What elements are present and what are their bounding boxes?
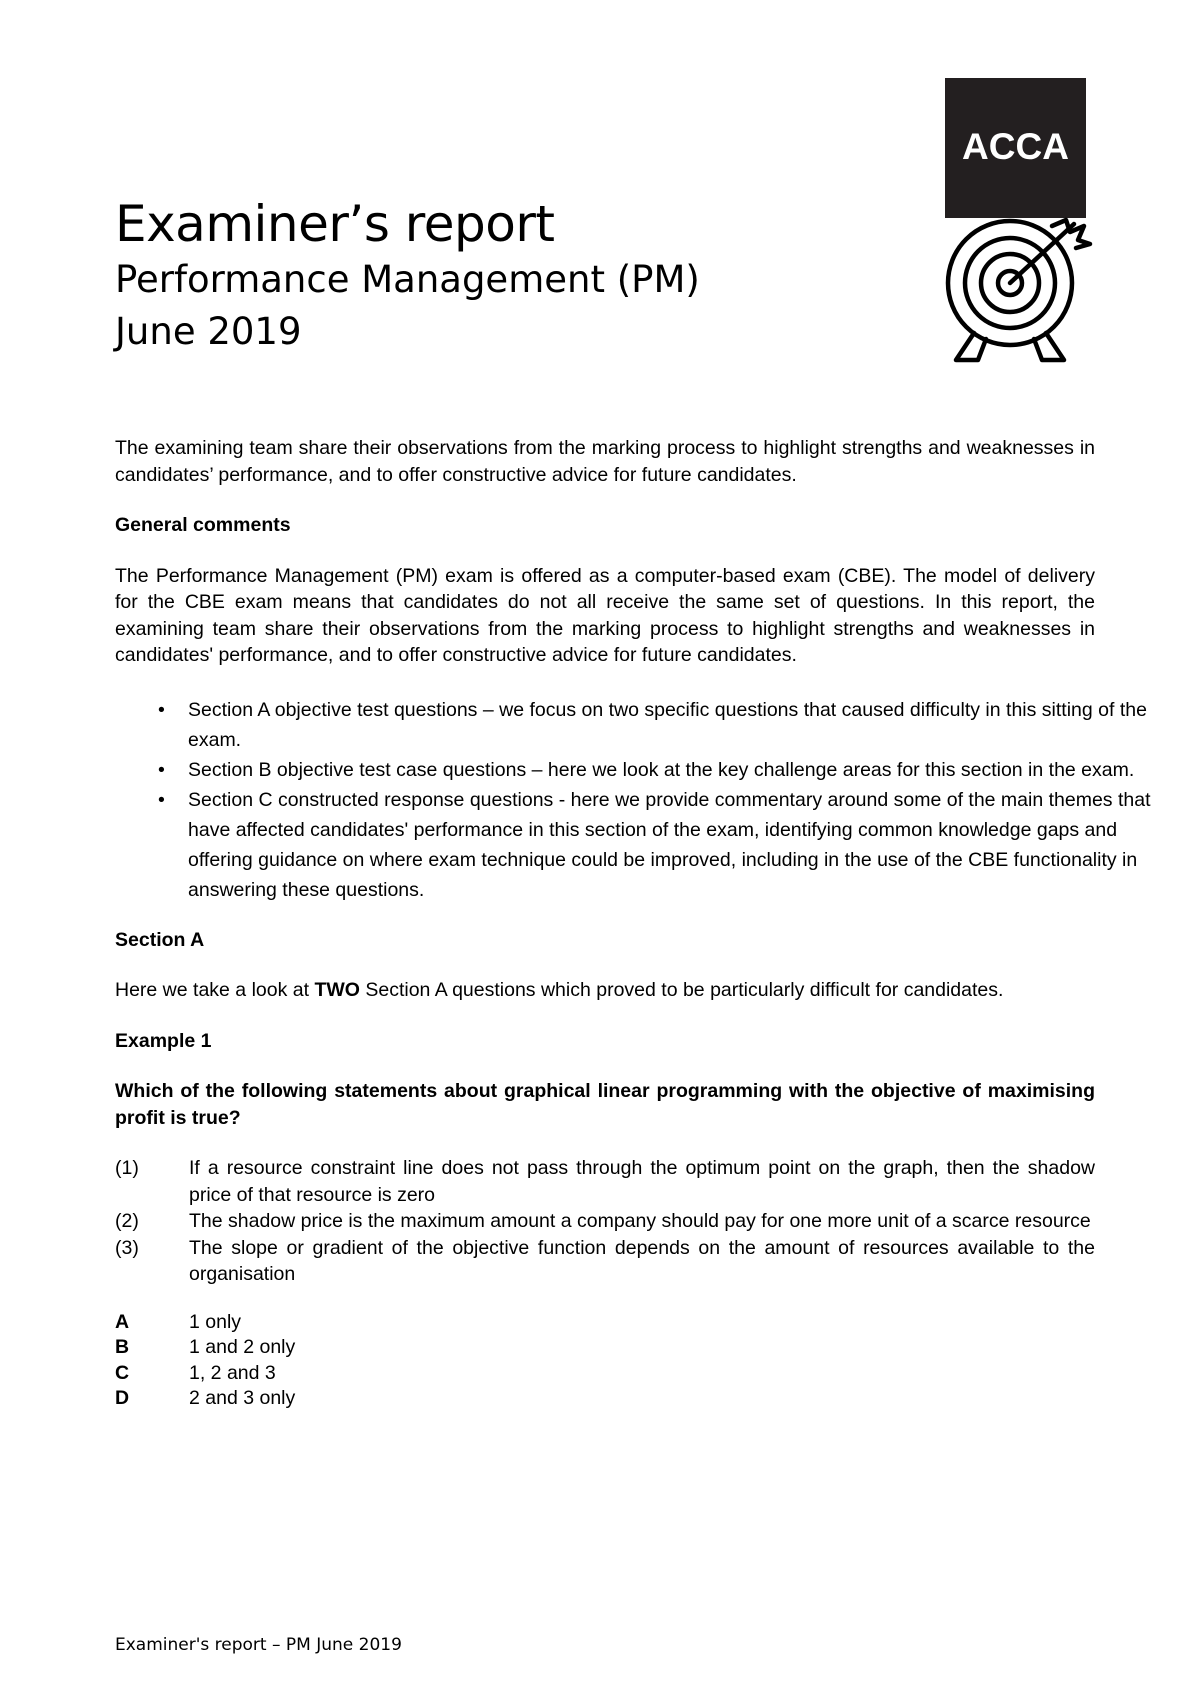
statement-item <box>115 1208 1095 1235</box>
example-1-question: Which of the following statements about graphical linear programming with the objective of maximising profit is true? <box>115 1080 1095 1129</box>
section-a-heading: Section A <box>115 928 205 951</box>
answer-options <box>115 1310 1095 1412</box>
answer-option <box>115 1361 1095 1387</box>
answer-key: C <box>115 1361 130 1384</box>
logo-text: ACCA <box>962 126 1069 167</box>
bullet-icon: • <box>158 758 165 781</box>
section-a-text-end: Section A questions which proved to be particularly difficult for candidates. <box>359 979 1004 1001</box>
acca-logo <box>945 78 1086 218</box>
answer-text: 1 only <box>189 1310 242 1333</box>
report-title: Examiner’s report <box>115 195 555 253</box>
statement-item <box>115 1155 1095 1208</box>
list-item <box>115 695 1178 755</box>
intro-paragraph: The examining team share their observations from the marking process to highlight strengths and weaknesses in candidates’ performance, and to offer constructive advice for future candidates. <box>115 437 1095 486</box>
section-a-text-start: Here we take a look at <box>115 979 315 1001</box>
answer-key: B <box>115 1336 130 1358</box>
statement-text: The shadow price is the maximum amount a company should pay for one more unit of a scarce resource <box>189 1210 1091 1232</box>
statements-list <box>115 1155 1095 1288</box>
example-1-heading: Example 1 <box>115 1029 212 1052</box>
list-item-text: Section C constructed response questions - here we provide commentary around some of the main themes that have affected candidates' performance in this section of the exam, identifying common knowledge gaps and offering guidance on where exam technique could be improved, including in the use of the CBE functionality in answering these questions. <box>188 788 1151 901</box>
statement-number: (3) <box>115 1236 139 1259</box>
title-block <box>115 192 700 356</box>
page-footer: Examiner's report – PM June 2019 <box>115 1635 402 1655</box>
answer-text: 1 and 2 only <box>189 1336 296 1358</box>
list-item <box>115 755 1178 785</box>
section-a-paragraph <box>115 977 1095 1004</box>
report-date: June 2019 <box>115 310 302 353</box>
answer-option <box>115 1386 1095 1412</box>
list-item-text: Section A objective test questions – we focus on two specific questions that caused difficulty in this sitting of the exam. <box>188 698 1147 751</box>
statement-text: If a resource constraint line does not pass through the optimum point on the graph, then the shadow price of that resource is zero <box>189 1157 1095 1206</box>
sections-list <box>115 695 1151 905</box>
general-comments-paragraph: The Performance Management (PM) exam is offered as a computer-based exam (CBE). The model of delivery for the CBE exam means that candidates do not all receive the same set of questions. In this report, the examining team share their observations from the marking process to highlight strengths and weaknesses in candidates' performance, and to offer constructive advice for future candidates. <box>115 564 1095 666</box>
general-comments-heading: General comments <box>115 514 291 536</box>
report-subtitle: Performance Management (PM) <box>115 258 700 301</box>
target-arrow-icon <box>934 214 1098 374</box>
bullet-icon: • <box>158 698 165 721</box>
statement-text: The slope or gradient of the objective function depends on the amount of resources available to the organisation <box>189 1236 1095 1285</box>
answer-key: A <box>115 1310 130 1333</box>
bullet-icon: • <box>158 788 165 811</box>
answer-option <box>115 1335 1095 1361</box>
statement-number: (1) <box>115 1157 139 1179</box>
answer-text: 2 and 3 only <box>189 1387 296 1409</box>
answer-text: 1, 2 and 3 <box>189 1361 276 1384</box>
list-item <box>115 785 1178 905</box>
list-item-text: Section B objective test case questions – here we look at the key challenge areas for this section in the exam. <box>188 758 1135 781</box>
statement-number: (2) <box>115 1210 139 1232</box>
answer-key: D <box>115 1387 130 1409</box>
section-a-emphasis: TWO <box>314 979 360 1001</box>
answer-option <box>115 1310 1095 1336</box>
report-body <box>115 435 1151 1412</box>
statement-item <box>115 1235 1095 1288</box>
